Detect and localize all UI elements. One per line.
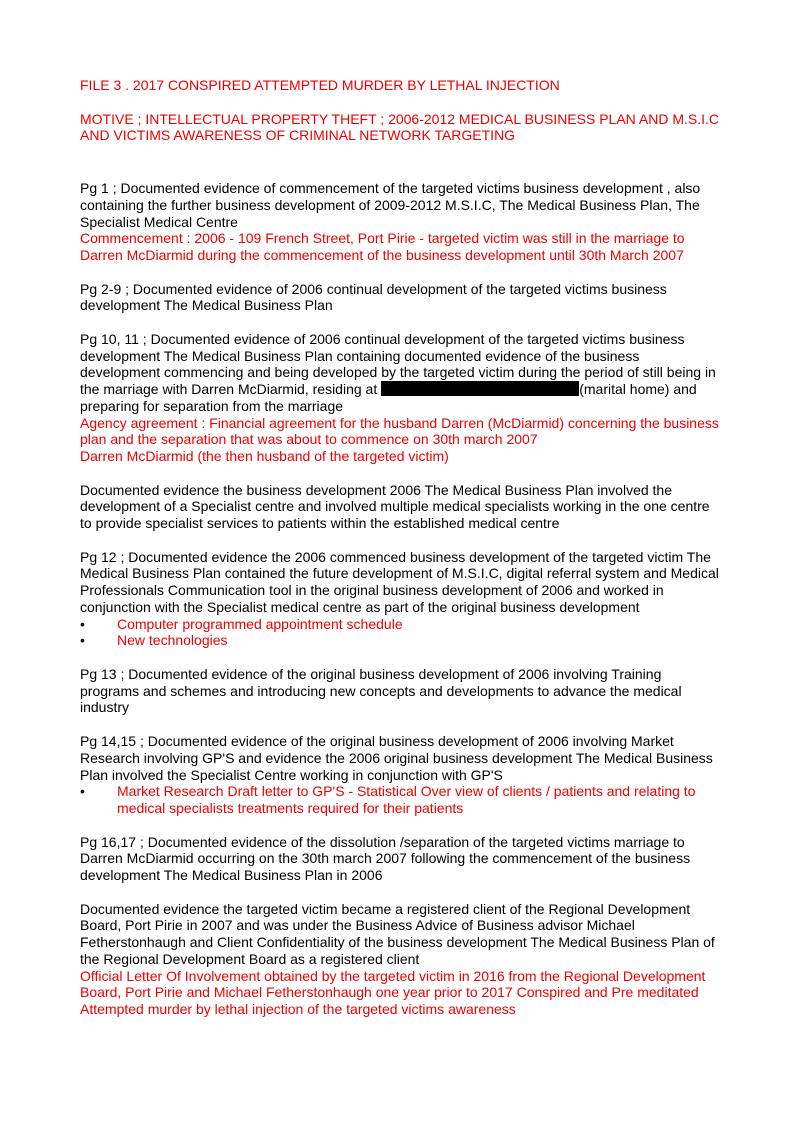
pg10-11-paragraph bbox=[80, 331, 720, 415]
pg12-paragraph: Pg 12 ; Documented evidence the 2006 commenced business development of the targeted victim The Medical Business Plan contained the future development of M.S.I.C, digital referral system and Medical Professionals Communication tool in the original business development of 2006 and worked in conjunction with the Specialist medical centre as part of the original business development bbox=[80, 548, 719, 615]
bullet-icon: • bbox=[80, 632, 85, 649]
pg14-15-paragraph: Pg 14,15 ; Documented evidence of the original business development of 2006 involving Market Research involving GP'S and evidence the 2006 original business development The Medical Business Plan involved the Specialist Centre working in conjunction with GP'S bbox=[80, 733, 713, 783]
document-page bbox=[80, 77, 720, 1018]
specialist-centre-paragraph: Documented evidence the business development 2006 The Medical Business Plan involved the development of a Specialist centre and involved multiple medical specialists working in the one centre to provide specialist services to patients within the established medical centre bbox=[80, 481, 710, 532]
pg14-15-bullet-list bbox=[80, 783, 720, 816]
pg13-paragraph: Pg 13 ; Documented evidence of the original business development of 2006 involving Training programs and schemes and introducing new concepts and developments to advance the medical industry bbox=[80, 665, 682, 716]
motive-heading: MOTIVE ; INTELLECTUAL PROPERTY THEFT ; 2006-2012 MEDICAL BUSINESS PLAN AND M.S.I.C AND VICTIMS AWARENESS OF CRIMINAL NETWORK TARGETING bbox=[80, 110, 720, 144]
pg2-9-paragraph: Pg 2-9 ; Documented evidence of 2006 continual development of the targeted victims business development The Medical Business Plan bbox=[80, 280, 667, 314]
redacted-address-block bbox=[381, 381, 579, 396]
rdb-note: Official Letter Of Involvement obtained by the targeted victim in 2016 from the Regional Development Board, Port Pirie and Michael Fetherstonhaugh one year prior to 2017 Conspired and Pre meditated Attempted murder by lethal injection of the targeted victims awareness bbox=[80, 967, 706, 1017]
list-item: • Computer programmed appointment schedule bbox=[80, 615, 403, 632]
pg16-17-paragraph: Pg 16,17 ; Documented evidence of the dissolution /separation of the targeted victims marriage to Darren McDiarmid occurring on the 30th march 2007 following the commencement of the business development The Medical Business Plan in 2006 bbox=[80, 833, 691, 884]
list-item: • New technologies bbox=[80, 632, 228, 649]
pg10-11-note-agency: Agency agreement : Financial agreement for the husband Darren (McDiarmid) concerning the business plan and the separation that was about to commence on 30th march 2007 bbox=[80, 414, 719, 448]
document-title: FILE 3 . 2017 CONSPIRED ATTEMPTED MURDER BY LETHAL INJECTION bbox=[80, 77, 560, 93]
bullet-icon: • bbox=[80, 783, 85, 800]
rdb-paragraph: Documented evidence the targeted victim became a registered client of the Regional Development Board, Port Pirie in 2007 and was under the Business Advice of Business advisor Michael Fetherstonhaugh and Client Confidentiality of the business development The Medical Business Plan of the Regional Development Board as a registered client bbox=[80, 900, 715, 967]
pg10-11-note-husband: Darren McDiarmid (the then husband of the targeted victim) bbox=[80, 447, 449, 464]
pg1-paragraph: Pg 1 ; Documented evidence of commencement of the targeted victims business development , also containing the further business development of 2009-2012 M.S.I.C, The Medical Business Plan, The Specialist Medical Centre bbox=[80, 180, 701, 230]
pg10-11-text-before: Pg 10, 11 ; Documented evidence of 2006 continual development of the targeted victims business development The Medical Business Plan containing documented evidence of the business development commencing and being developed by the targeted victim during the period of still being in the marriage with Darren McDiarmid, residing at bbox=[80, 331, 716, 398]
pg1-note: Commencement : 2006 - 109 French Street, Port Pirie - targeted victim was still in the marriage to Darren McDiarmid during the commencement of the business development until 30th March 2007 bbox=[80, 230, 685, 263]
pg10-11-text-after: (marital home) and preparing for separation from the marriage bbox=[80, 381, 697, 414]
list-item: • Market Research Draft letter to GP'S - Statistical Over view of clients / patients and relating to medical specialists treatments required for their patients bbox=[80, 783, 696, 816]
pg12-bullet-list bbox=[80, 616, 720, 649]
bullet-icon: • bbox=[80, 615, 85, 632]
